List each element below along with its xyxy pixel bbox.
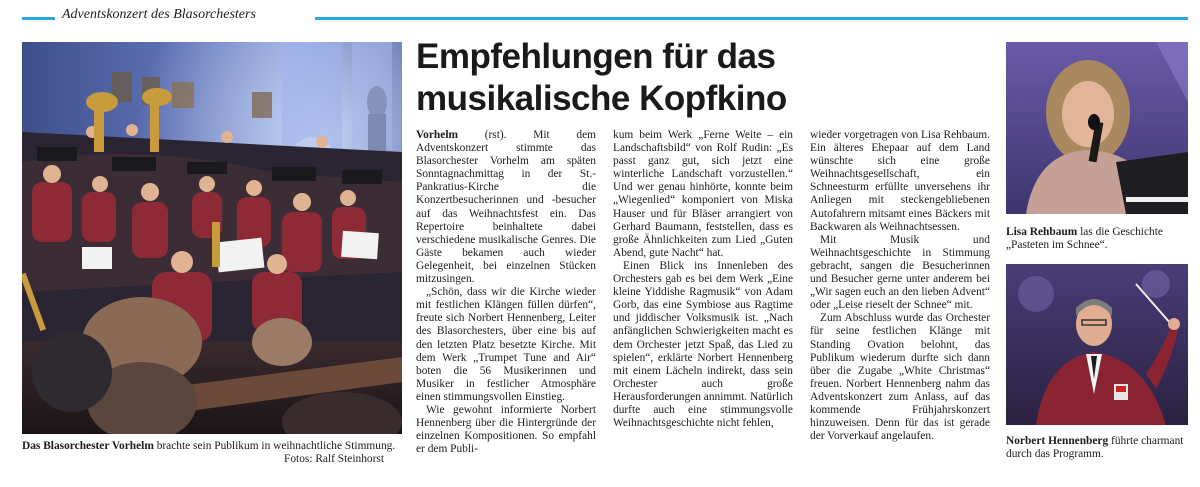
- paragraph-8: Zum Abschluss wurde das Orchester für seine festlichen Klänge mit Standing Ovation belohnt, das Publikum wiederum durfte sich dann über die Zugabe „White Christmas“ freuen. Norbert Hennenberg nahm das Adventskonzert zum Anlass, auf das kommende Frühjahrskonzert hinzuweisen. Denn für das ist gerade der Vorverkauf angelaufen.: [810, 312, 990, 443]
- article-column-3: [810, 129, 990, 443]
- paragraph-2: „Schön, dass wir die Kirche wieder mit festlichen Klängen füllen dürfen“, freute sich Norbert Hennenberg, Leiter des Blasorchesters, über eine bis auf den letzten Platz besetzte Kirche. Mit dem Werk „Trumpet Tune and Air“ boten die 56 Musikerinnen und Musiker in festlicher Atmosphäre einen stimmungsvollen Einstieg.: [416, 286, 596, 403]
- paragraph-5: Einen Blick ins Innenleben des Orchesters gab es bei dem Werk „Eine kleine Yiddishe Ragmusik“ von Adam Gorb, das eine Symbiose aus Ragtime und jiddischer Volksmusik ist. „Nach anfänglichen Schwierigkeiten macht es dem Orchester jetzt Spaß, das Lied zu spielen“, erklärte Norbert Hennenberg mit einem Lächeln indirekt, dass sein Orchester auch große Herausforderungen annimmt. Natürlich durfte auch eine stimmungsvolle Weihnachtsgeschichte nicht fehlen,: [613, 259, 793, 430]
- norbert-caption-name: Norbert Hennenberg: [1006, 435, 1109, 447]
- rubric-label: Adventskonzert des Blasorchesters: [62, 7, 256, 22]
- headline-line-1: Empfehlungen für das: [416, 37, 776, 76]
- paragraph-1: Vorhelm (rst). Mit dem Adventskonzert stimmte das Blasorchester Vorhelm am späten Sonntagnachmittag in der St.-Pankratius-Kirche die Konzertbesucherinnen und -besucher auf das Weihnachtsfest ein. Das Repertoire beinhaltete dabei verschiedene musikalische Genres. Die Gäste bekamen auch wieder Gelegenheit, bei einzelnen Stücken mitzusingen.: [416, 129, 596, 286]
- lisa-rehbaum-photo: [1006, 42, 1188, 214]
- lisa-caption: Lisa Rehbaum las die Geschichte „Pasteten im Schnee“.: [1006, 226, 1163, 252]
- article-column-1: [416, 129, 596, 456]
- paragraph-4: kum beim Werk „Ferne Weite – ein Landschaftsbild“ von Rolf Rudin: „Es passt ganz gut, sich jetzt eine winterliche Landschaft vorzustellen.“ Und wer genau hinhörte, konnte beim „Wiegenlied“ komponiert von Miska Hauser und für Bläser arrangiert von Gerhard Baumann, feststellen, dass es große Ähnlichkeiten zum Lied „Guten Abend, gute Nacht“ hat.: [613, 129, 793, 259]
- paragraph-6: wieder vorgetragen von Lisa Rehbaum. Ein älteres Ehepaar auf dem Land wünschte sich eine große Weihnachtsgesellschaft, ein Schneesturm erfüllte unversehens ihr Anliegen mit steckengebliebenen Autofahrern mitsamt eines Bäckers mit Backwaren als Weihnachtsessen.: [810, 129, 990, 233]
- paragraph-7: Mit Musik und Weihnachtsgeschichte in Stimmung gebracht, sangen die Besucherinnen und Besucher gerne unter anderem bei „Wir sagen euch an den lieben Advent“ oder „Leise rieselt der Schnee“ mit.: [810, 233, 990, 312]
- article-column-2: [613, 129, 793, 430]
- lisa-caption-name: Lisa Rehbaum: [1006, 226, 1078, 238]
- orchestra-photo: [22, 42, 402, 434]
- norbert-hennenberg-photo: [1006, 264, 1188, 425]
- rubric-rule-left: [22, 17, 55, 20]
- rubric-rule-right: [315, 17, 1188, 20]
- paragraph-3: Wie gewohnt informierte Norbert Hennenberg über die Hintergründe der einzelnen Kompositionen. So empfahl er dem Publi-: [416, 403, 596, 456]
- norbert-caption: Norbert Hennenberg führte charmant durch das Programm.: [1006, 435, 1184, 461]
- headline: [416, 36, 1006, 120]
- headline-line-2: musikalische Kopfkino: [416, 79, 787, 118]
- orchestra-caption-name: Das Blasorchester Vorhelm: [22, 440, 154, 452]
- dateline: Vorhelm: [416, 129, 458, 141]
- orchestra-caption: Das Blasorchester Vorhelm brachte sein Publikum in weihnachtliche Stimmung.: [22, 440, 396, 452]
- photo-credit: Fotos: Ralf Steinhorst: [284, 453, 384, 465]
